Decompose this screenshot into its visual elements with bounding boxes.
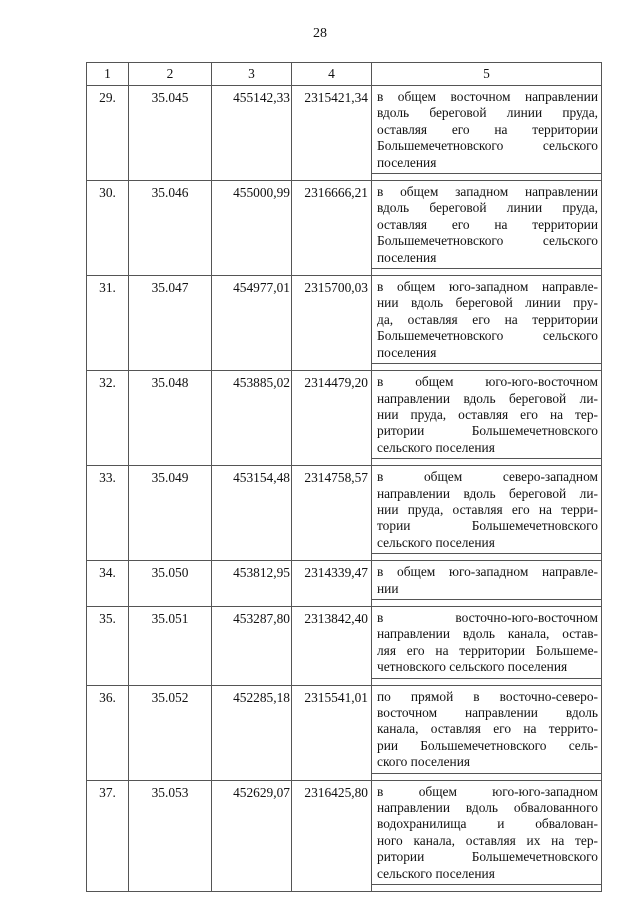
point-number-cell: 30. — [87, 181, 129, 269]
separator-cell — [212, 773, 292, 780]
description-line: нии вдоль береговой линии пру- — [377, 295, 598, 311]
description-line: в общем юго-юго-западном — [377, 783, 598, 799]
table-row — [87, 276, 602, 364]
description-line: нии пруда, оставляя его на тер- — [377, 406, 598, 422]
coordinate-y-cell: 2315421,34 — [292, 86, 372, 174]
separator-cell — [372, 459, 602, 466]
coordinate-x-cell: 453154,48 — [212, 466, 292, 554]
description-line: рии Большемечетновского сель- — [377, 737, 598, 753]
row-separator — [87, 773, 602, 780]
boundary-description-cell — [372, 606, 602, 678]
point-code-cell: 35.047 — [129, 276, 212, 364]
boundary-description-cell — [372, 561, 602, 600]
separator-cell — [129, 364, 212, 371]
point-number-cell: 31. — [87, 276, 129, 364]
point-code-cell: 35.045 — [129, 86, 212, 174]
boundary-description-cell — [372, 181, 602, 269]
point-code-cell: 35.046 — [129, 181, 212, 269]
table-row — [87, 371, 602, 459]
coordinate-y-cell: 2316666,21 — [292, 181, 372, 269]
boundary-description-cell — [372, 86, 602, 174]
point-code-cell: 35.052 — [129, 685, 212, 773]
description-line: направлении вдоль обвалованного — [377, 800, 598, 816]
separator-cell — [372, 599, 602, 606]
coordinate-x-cell: 452629,07 — [212, 780, 292, 884]
point-number-cell: 35. — [87, 606, 129, 678]
column-header-4: 4 — [292, 63, 372, 86]
table-row — [87, 685, 602, 773]
separator-cell — [292, 174, 372, 181]
description-line: сельского поселения — [377, 865, 495, 881]
coordinate-y-cell: 2314758,57 — [292, 466, 372, 554]
separator-cell — [372, 773, 602, 780]
coordinate-y-cell: 2313842,40 — [292, 606, 372, 678]
page-number: 28 — [313, 26, 327, 41]
column-header-5: 5 — [372, 63, 602, 86]
description-line: четновского сельского поселения — [377, 659, 568, 675]
row-separator — [87, 599, 602, 606]
row-separator — [87, 885, 602, 892]
separator-cell — [129, 885, 212, 892]
table-row — [87, 466, 602, 554]
separator-cell — [292, 599, 372, 606]
description-line: направлении вдоль береговой ли- — [377, 390, 598, 406]
separator-cell — [129, 554, 212, 561]
column-header-2: 2 — [129, 63, 212, 86]
description-line: в общем восточном направлении — [377, 89, 598, 104]
separator-cell — [87, 885, 129, 892]
table-row — [87, 780, 602, 884]
description-line: поселения — [377, 154, 437, 170]
description-line: ритории Большемечетновского — [377, 849, 598, 865]
description-line: Большемечетновского сельского — [377, 328, 598, 344]
description-line: сельского поселения — [377, 534, 495, 550]
point-code-cell: 35.048 — [129, 371, 212, 459]
separator-cell — [372, 678, 602, 685]
separator-cell — [212, 554, 292, 561]
description-line: направлении вдоль береговой ли- — [377, 485, 598, 501]
separator-cell — [87, 678, 129, 685]
separator-cell — [87, 174, 129, 181]
description-line: вдоль береговой линии пруда, — [377, 105, 598, 121]
coordinate-x-cell: 453885,02 — [212, 371, 292, 459]
coordinate-x-cell: 452285,18 — [212, 685, 292, 773]
separator-cell — [212, 364, 292, 371]
description-line: в общем западном направлении — [377, 184, 598, 200]
point-number-cell: 34. — [87, 561, 129, 600]
coordinate-y-cell: 2314479,20 — [292, 371, 372, 459]
description-line: в общем северо-западном — [377, 469, 598, 485]
separator-cell — [87, 459, 129, 466]
description-line: канала, оставляя его на террито- — [377, 721, 598, 737]
separator-cell — [212, 269, 292, 276]
point-code-cell: 35.050 — [129, 561, 212, 600]
separator-cell — [129, 678, 212, 685]
row-separator — [87, 678, 602, 685]
description-line: ляя его на территории Большеме- — [377, 642, 598, 658]
description-line: в общем юго-западном направле- — [377, 279, 598, 295]
separator-cell — [87, 599, 129, 606]
column-header-3: 3 — [212, 63, 292, 86]
coordinate-y-cell: 2315541,01 — [292, 685, 372, 773]
separator-cell — [212, 174, 292, 181]
coordinate-x-cell: 453287,80 — [212, 606, 292, 678]
point-number-cell: 29. — [87, 86, 129, 174]
boundary-description-cell — [372, 276, 602, 364]
separator-cell — [292, 773, 372, 780]
description-line: тории Большемечетновского — [377, 518, 598, 534]
coordinate-y-cell: 2316425,80 — [292, 780, 372, 884]
row-separator — [87, 459, 602, 466]
separator-cell — [292, 364, 372, 371]
separator-cell — [212, 678, 292, 685]
description-line: восточном направлении вдоль — [377, 705, 598, 720]
row-separator — [87, 364, 602, 371]
boundary-description-cell — [372, 685, 602, 773]
description-line: ритории Большемечетновского — [377, 423, 598, 439]
table-row — [87, 606, 602, 678]
separator-cell — [129, 773, 212, 780]
separator-cell — [87, 554, 129, 561]
boundary-points-table — [86, 62, 602, 892]
coordinate-x-cell: 455142,33 — [212, 86, 292, 174]
boundary-description-cell — [372, 780, 602, 884]
description-line: сельского поселения — [377, 439, 495, 455]
separator-cell — [372, 554, 602, 561]
separator-cell — [87, 773, 129, 780]
table-body — [87, 86, 602, 892]
column-header-1: 1 — [87, 63, 129, 86]
separator-cell — [129, 459, 212, 466]
row-separator — [87, 174, 602, 181]
separator-cell — [292, 678, 372, 685]
description-line: вдоль береговой линии пруда, — [377, 200, 598, 216]
separator-cell — [212, 459, 292, 466]
description-line: водохранилища и обвалован- — [377, 816, 598, 832]
point-number-cell: 32. — [87, 371, 129, 459]
row-separator — [87, 269, 602, 276]
point-code-cell: 35.049 — [129, 466, 212, 554]
separator-cell — [212, 885, 292, 892]
description-line: оставляя его на территории — [377, 121, 598, 137]
separator-cell — [372, 174, 602, 181]
table-row — [87, 86, 602, 174]
description-line: Большемечетновского сельского — [377, 233, 598, 249]
separator-cell — [129, 599, 212, 606]
separator-cell — [129, 269, 212, 276]
separator-cell — [292, 269, 372, 276]
coordinate-x-cell: 454977,01 — [212, 276, 292, 364]
coordinate-x-cell: 453812,95 — [212, 561, 292, 600]
table-header-row — [87, 63, 602, 86]
boundary-description-cell — [372, 466, 602, 554]
description-line: оставляя его на территории — [377, 216, 598, 232]
separator-cell — [87, 364, 129, 371]
description-line: в восточно-юго-восточном — [377, 609, 598, 625]
description-line: поселения — [377, 249, 437, 265]
description-line: нии — [377, 580, 399, 596]
separator-cell — [292, 885, 372, 892]
point-number-cell: 37. — [87, 780, 129, 884]
separator-cell — [212, 599, 292, 606]
coordinate-y-cell: 2314339,47 — [292, 561, 372, 600]
point-number-cell: 36. — [87, 685, 129, 773]
point-code-cell: 35.051 — [129, 606, 212, 678]
description-line: поселения — [377, 344, 437, 360]
description-line: по прямой в восточно-северо- — [377, 688, 598, 704]
separator-cell — [87, 269, 129, 276]
point-code-cell: 35.053 — [129, 780, 212, 884]
description-line: Большемечетновского сельского — [377, 138, 598, 154]
row-separator — [87, 554, 602, 561]
separator-cell — [292, 554, 372, 561]
description-line: в общем юго-юго-восточном — [377, 374, 598, 390]
separator-cell — [292, 459, 372, 466]
separator-cell — [372, 269, 602, 276]
separator-cell — [372, 885, 602, 892]
separator-cell — [372, 364, 602, 371]
separator-cell — [129, 174, 212, 181]
description-line: ского поселения — [377, 754, 471, 770]
table-row — [87, 181, 602, 269]
coordinate-x-cell: 455000,99 — [212, 181, 292, 269]
coordinate-y-cell: 2315700,03 — [292, 276, 372, 364]
description-line: да, оставляя его на территории — [377, 311, 598, 327]
description-line: нии пруда, оставляя его на терри- — [377, 501, 598, 517]
description-line: ного канала, оставляя их на тер- — [377, 832, 598, 848]
description-line: в общем юго-западном направле- — [377, 564, 598, 580]
description-line: направлении вдоль канала, остав- — [377, 626, 598, 642]
table-row — [87, 561, 602, 600]
point-number-cell: 33. — [87, 466, 129, 554]
boundary-description-cell — [372, 371, 602, 459]
